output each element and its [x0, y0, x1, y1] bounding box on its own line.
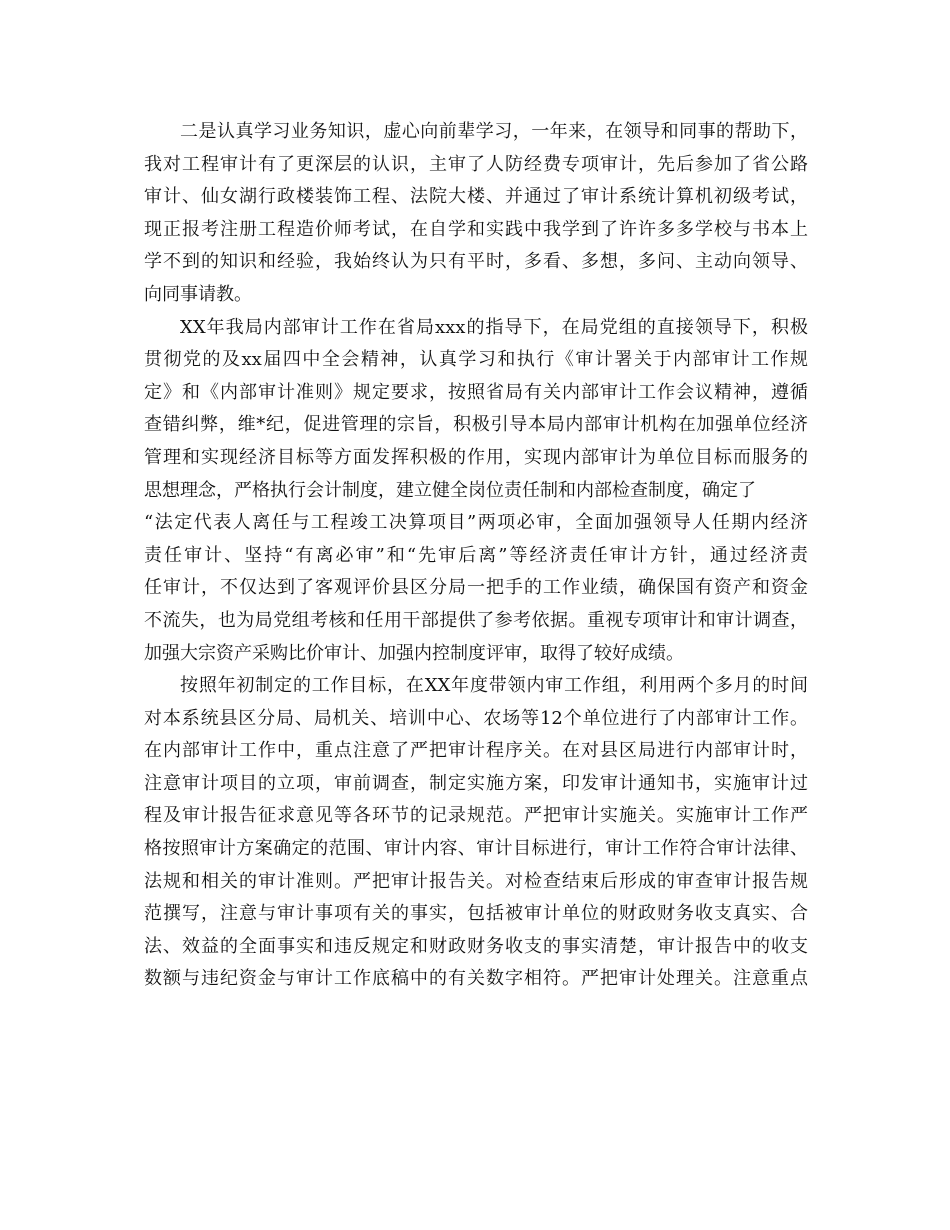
- paragraph-3: [144, 670, 808, 996]
- text-line: 在内部审计工作中，重点注意了严把审计程序关。在对县区局进行内部审计时，: [144, 740, 808, 762]
- text-line: 审计、仙女湖行政楼装饰工程、法院大楼、并通过了审计系统计算机初级考试，: [144, 186, 808, 208]
- text-line: 法、效益的全面事实和违反规定和财政财务收支的事实清楚，审计报告中的收支: [144, 935, 808, 957]
- text-line: 学不到的知识和经验，我始终认为只有平时，多看、多想，多问、主动向领导、: [144, 251, 808, 273]
- text-line: 数额与违纪资金与审计工作底稿中的有关数字相符。严把审计处理关。注意重点: [144, 968, 808, 990]
- text-line: 我对工程审计有了更深层的认识，主审了人防经费专项审计，先后参加了省公路: [144, 153, 808, 175]
- text-line: 管理和实现经济目标等方面发挥积极的作用，实现内部审计为单位目标而服务的: [144, 446, 808, 468]
- text-line: “法定代表人离任与工程竣工决算项目”两项必审，全面加强领导人任期内经济: [144, 512, 808, 534]
- text-line: 贯彻党的及xx届四中全会精神，认真学习和执行《审计署关于内部审计工作规: [144, 349, 808, 371]
- paragraph-1: [144, 116, 808, 312]
- text-line: 任审计，不仅达到了客观评价县区分局一把手的工作业绩，确保国有资产和资金: [144, 577, 808, 599]
- text-line: 不流失，也为局党组考核和任用干部提供了参考依据。重视专项审计和审计调查，: [144, 609, 808, 631]
- text-line: 对本系统县区分局、局机关、培训中心、农场等12个单位进行了内部审计工作。: [144, 707, 808, 729]
- text-line: 法规和相关的审计准则。严把审计报告关。对检查结束后形成的审查审计报告规: [144, 870, 808, 892]
- text-line: XX年我局内部审计工作在省局xxx的指导下，在局党组的直接领导下，积极: [180, 316, 808, 338]
- text-line: 思想理念，严格执行会计制度，建立健全岗位责任制和内部检查制度，确定了: [144, 479, 756, 501]
- paragraph-2: [144, 312, 808, 671]
- text-line: 加强大宗资产采购比价审计、加强内控制度评审，取得了较好成绩。: [144, 642, 684, 664]
- text-line: 格按照审计方案确定的范围、审计内容、审计目标进行，审计工作符合审计法律、: [144, 838, 808, 860]
- text-line: 向同事请教。: [144, 283, 252, 305]
- text-line: 范撰写，注意与审计事项有关的事实，包括被审计单位的财政财务收支真实、合: [144, 903, 808, 925]
- text-line: 二是认真学习业务知识，虚心向前辈学习，一年来，在领导和同事的帮助下，: [180, 121, 808, 142]
- text-line: 程及审计报告征求意见等各环节的记录规范。严把审计实施关。实施审计工作严: [144, 805, 808, 827]
- document-body: [144, 116, 808, 996]
- text-line: 注意审计项目的立项，审前调查，制定实施方案，印发审计通知书，实施审计过: [144, 772, 808, 794]
- text-line: 定》和《内部审计准则》规定要求，按照省局有关内部审计工作会议精神，遵循: [144, 381, 808, 403]
- text-line: 查错纠弊，维*纪，促进管理的宗旨，积极引导本局内部审计机构在加强单位经济: [144, 414, 808, 436]
- text-line: 按照年初制定的工作目标，在XX年度带领内审工作组，利用两个多月的时间: [180, 675, 808, 697]
- text-line: 现正报考注册工程造价师考试，在自学和实践中我学到了许许多多学校与书本上: [144, 218, 808, 240]
- text-line: 责任审计、坚持“有离必审”和“先审后离”等经济责任审计方针，通过经济责: [144, 544, 808, 566]
